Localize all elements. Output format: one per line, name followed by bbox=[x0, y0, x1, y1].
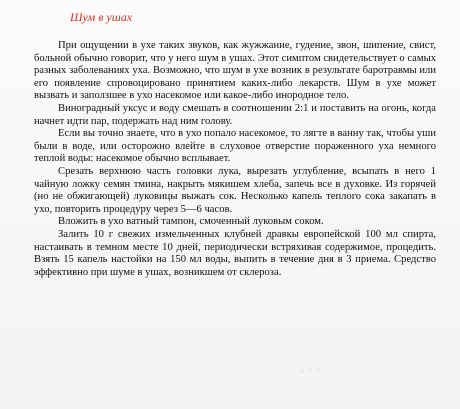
paragraph-insect-water: Если вы точно знаете, что в ухо попало насекомое, то лягте в ванну так, чтобы уши были в воде, или осторожно влейте в слуховое отверстие пораженного уха немного теплой воды: насекомое обычно всплывает. bbox=[34, 128, 436, 165]
paragraph-vinegar-steam: Виноградный уксус и воду смешать в соотношении 2:1 и поставить на огонь, когда начнет идти пар, подержать над ним голову. bbox=[34, 102, 436, 127]
paragraph-onion-cumin: Срезать верхнюю часть головки лука, вырезать углубление, всыпать в него 1 чайную ложку семян тмина, накрыть мякишем хлеба, запечь все в духовке. Из горячей (но не обжигающей) луковицы выжать сок. Несколько капель теплого сока закапать в ухо, повторить процедуру через 5—6 часов. bbox=[34, 165, 436, 215]
paragraph-tincture: Залить 10 г свежих измельченных клубней дравкы европейской 100 мл спирта, настаивать в темном месте 10 дней, периодически встряхивая содержимое, процедить. Взять 15 капель настойки на 150 мл воды, выпить в течение дня в 3 приема. Средство эффективно при шуме в ушах, возникшем от склероза. bbox=[34, 228, 436, 278]
watermark-mark: ◦ ◦ ◦ bbox=[298, 360, 322, 379]
document-title: Шум в ушах bbox=[70, 10, 133, 24]
document-body bbox=[34, 40, 436, 279]
paragraph-intro: При ощущении в ухе таких звуков, как жужжание, гудение, звон, шипение, свист, больной обычно говорит, что у него шум в ушах. Этот симптом свидетельствует о самых разных заболеваниях уха. Возможно, что шум в ухе возник в результате баротравмы или его появление спровоцировано принятием каких-либо лекарств. Шум в ухе может вызвать и заползшее в ухо насекомое или какое-либо инородное тело. bbox=[34, 40, 436, 102]
paragraph-onion-tampon: Вложить в ухо ватный тампон, смоченный луковым соком. bbox=[58, 216, 324, 228]
